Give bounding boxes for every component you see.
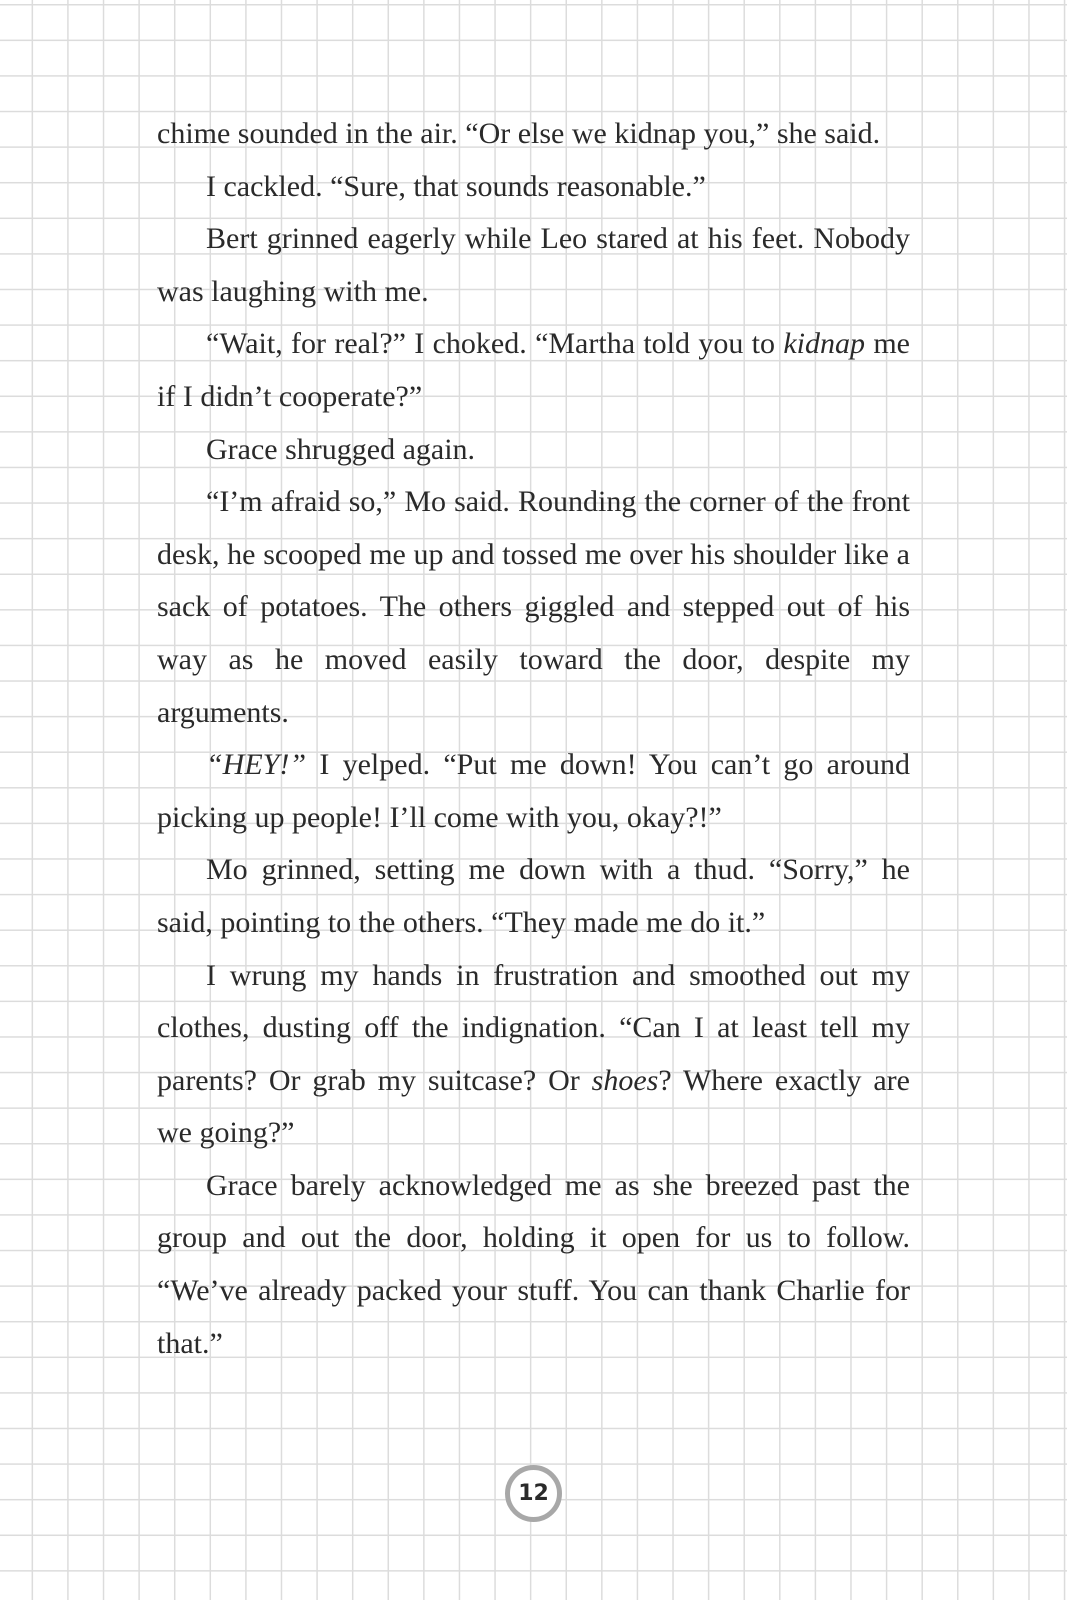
paragraph: “I’m afraid so,” Mo said. Rounding the corner of the front desk, he scooped me up and tossed me over his shoulder like a sack of potatoes. The others giggled and stepped out of his way as he moved easily toward the door, despite my arguments. <box>157 485 910 729</box>
emphasis: shoes <box>591 1063 659 1097</box>
paragraph: “HEY!” I yelped. “Put me down! You can’t go around picking up people! I’ll come with you, okay?!” <box>157 748 910 834</box>
page-number: 12 <box>518 1481 549 1506</box>
paragraph: Bert grinned eagerly while Leo stared at his feet. Nobody was laughing with me. <box>157 222 910 308</box>
emphasis: “HEY!” <box>206 748 307 782</box>
paragraph: Mo grinned, setting me down with a thud. “Sorry,” he said, pointing to the others. “They made me do it.” <box>157 853 910 939</box>
paragraph: Grace barely acknowledged me as she breezed past the group and out the door, holding it open for us to follow. “We’ve already packed your stuff. You can thank Charlie for that.” <box>157 1168 910 1360</box>
page-number-badge <box>505 1465 562 1522</box>
paragraph: I wrung my hands in frustration and smoothed out my clothes, dusting off the indignation. “Can I at least tell my parents? Or grab my suitcase? Or shoes? Where exactly are we going?” <box>157 958 910 1150</box>
page-body <box>157 108 910 1370</box>
paragraph: chime sounded in the air. “Or else we kidnap you,” she said. <box>157 117 881 150</box>
paragraph: Grace shrugged again. <box>206 432 476 466</box>
paragraph: I cackled. “Sure, that sounds reasonable.” <box>206 169 706 203</box>
emphasis: kidnap <box>783 327 866 361</box>
paragraph: “Wait, for real?” I choked. “Martha told you to kidnap me if I didn’t cooperate?” <box>157 327 910 413</box>
